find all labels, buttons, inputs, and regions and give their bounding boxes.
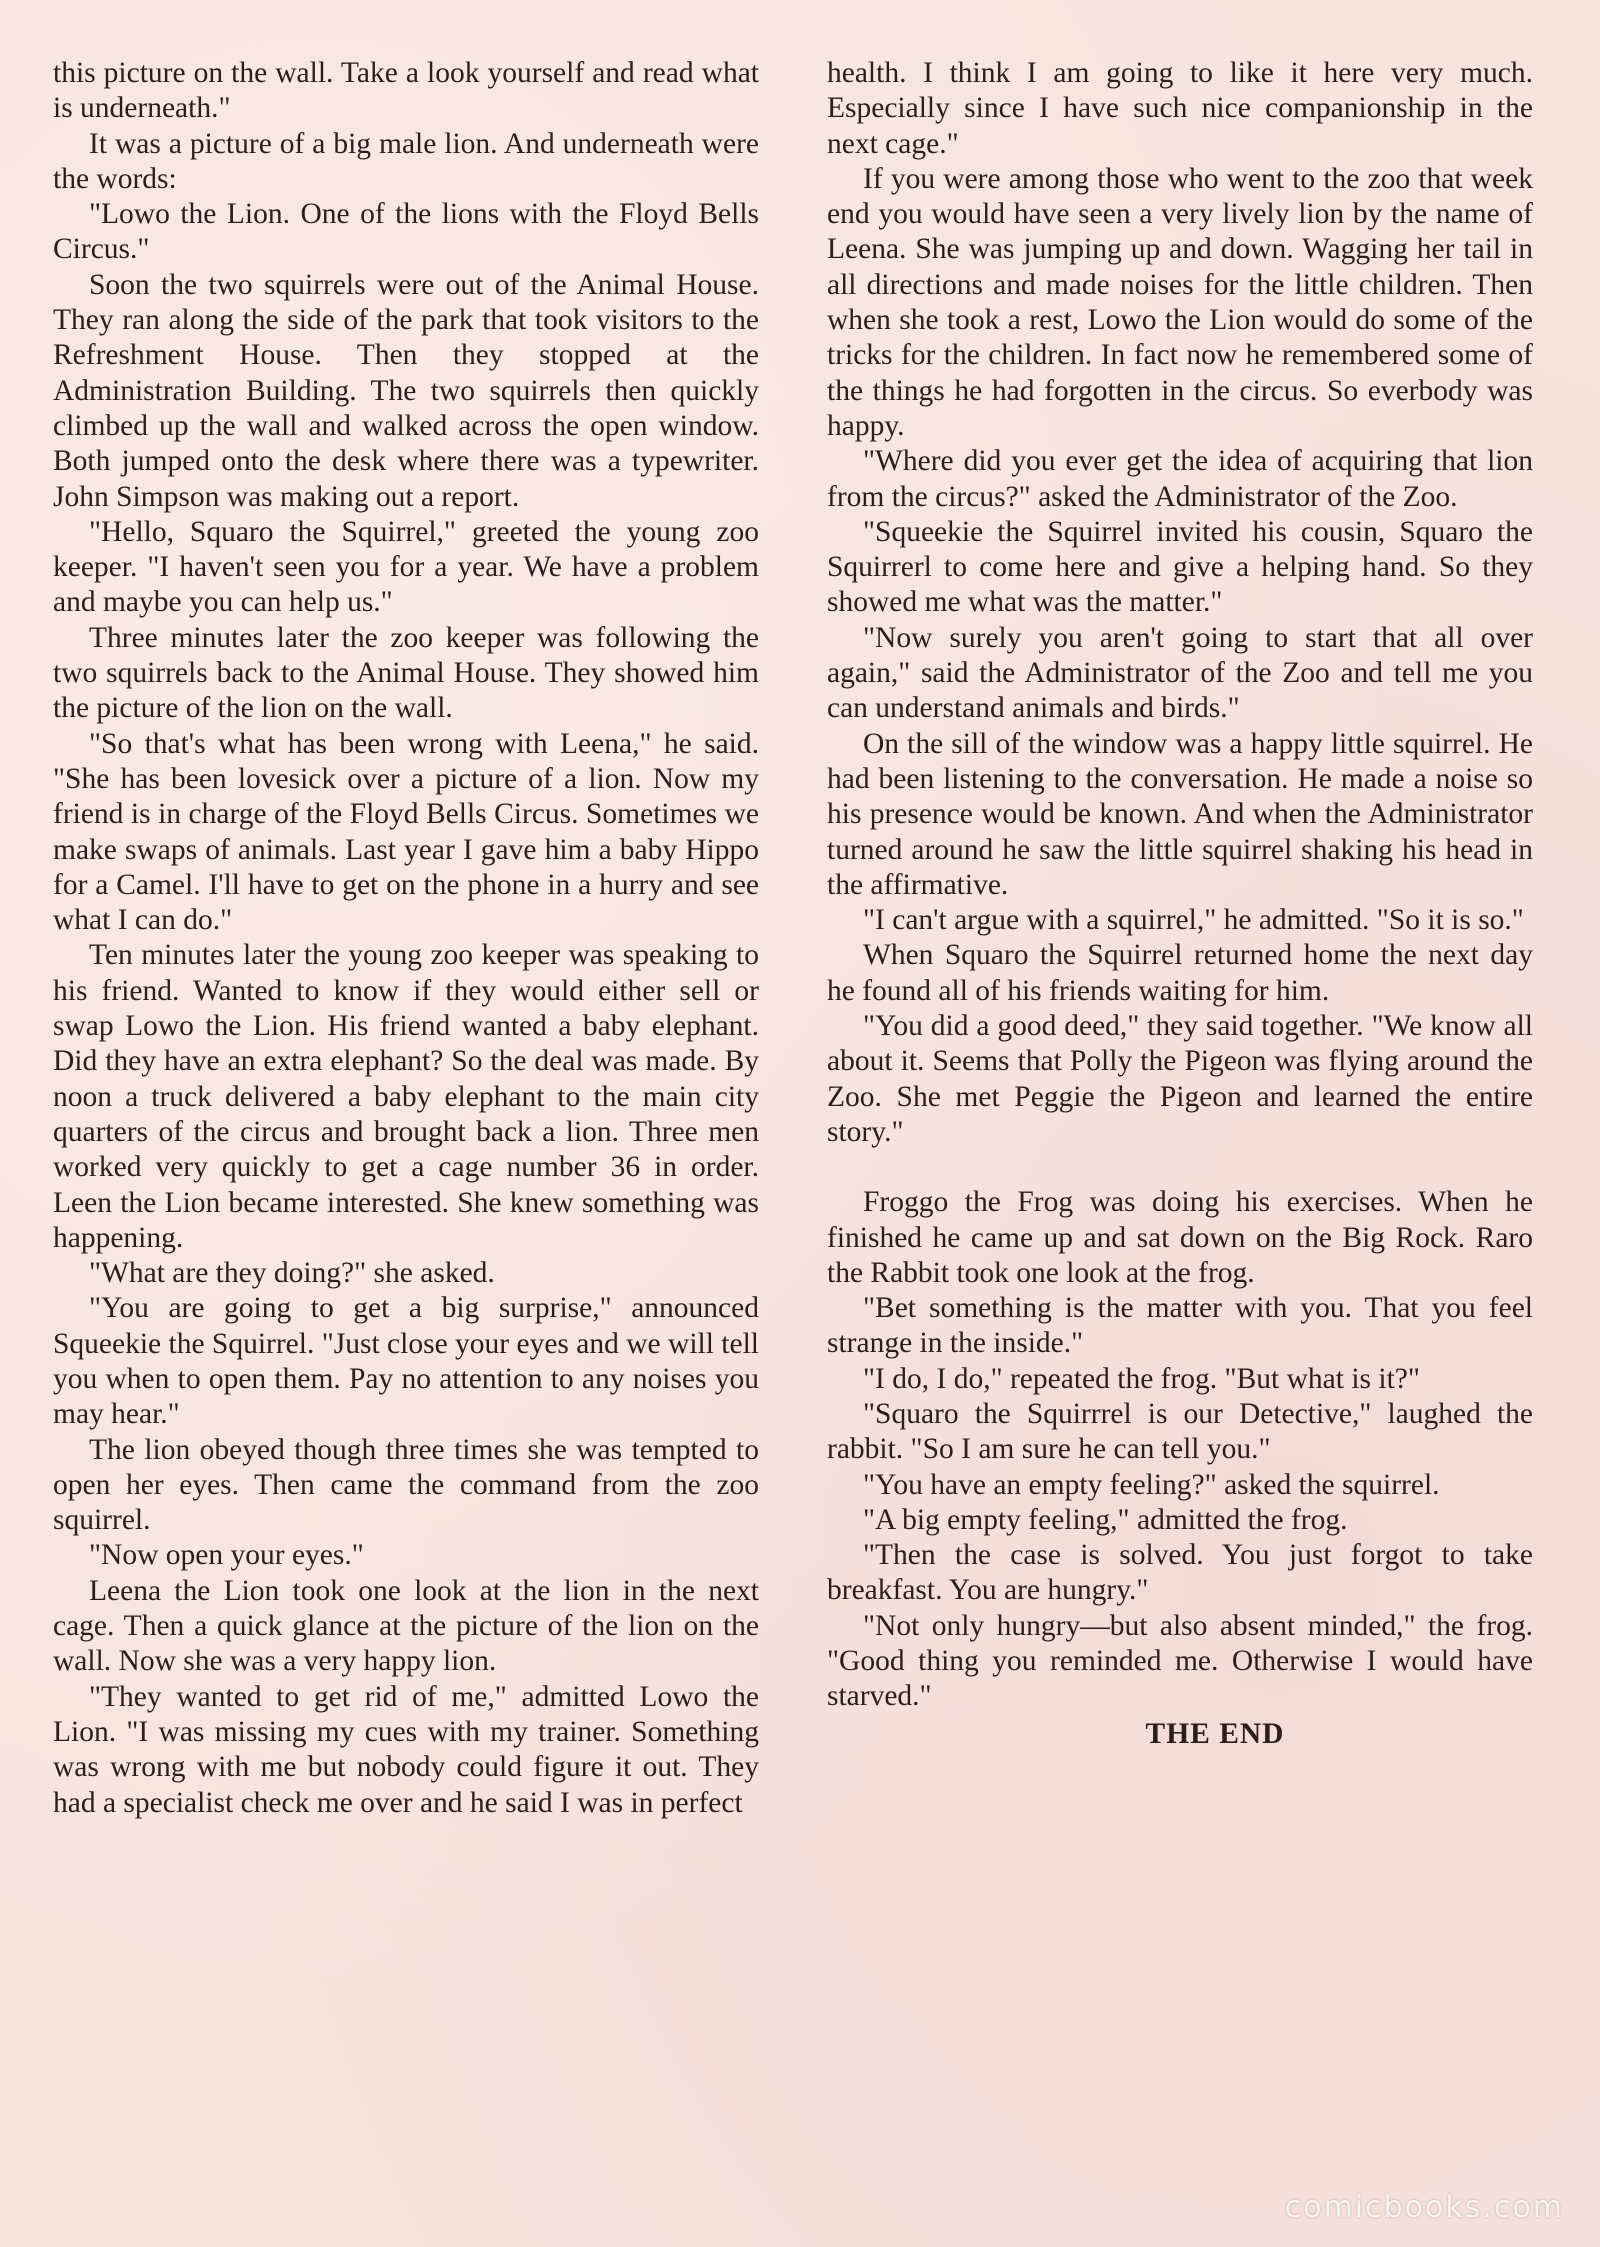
- paragraph: "They wanted to get rid of me," admitted Lowo the Lion. "I was missing my cues with my trainer. Something was wrong with me but nobody could figure it out. They had a specialist check me over and he said I was in perfect: [53, 1680, 759, 1819]
- paragraph: health. I think I am going to like it here very much. Especially since I have such nice companionship in the next cage.": [827, 57, 1533, 160]
- paragraph: Soon the two squirrels were out of the Animal House. They ran along the side of the park that took visitors to the Refreshment House. Then they stopped at the Administration Building. The two squirrels then quickly climbed up the wall and walked across the open window. Both jumped onto the desk where there was a typewriter. John Simpson was making out a report.: [53, 268, 759, 513]
- paragraph: On the sill of the window was a happy little squirrel. He had been listening to the conversation. He made a noise so his presence would be known. And when the Administrator turned around he saw the little squirrel shaking his head in the affirmative.: [827, 727, 1533, 901]
- paragraph: If you were among those who went to the zoo that week end you would have seen a very lively lion by the name of Leena. She was jumping up and down. Wagging her tail in all directions and made noises for the little children. Then when she took a rest, Lowo the Lion would do some of the tricks for the children. In fact now he remembered some of the things he had forgotten in the circus. So everbody was happy.: [827, 162, 1533, 442]
- paragraph: "Not only hungry—but also absent minded," the frog. "Good thing you reminded me. Otherwise I would have starved.": [827, 1609, 1533, 1713]
- the-end-label: THE END: [1145, 1717, 1285, 1750]
- paragraph: this picture on the wall. Take a look yourself and read what is underneath.": [53, 57, 759, 125]
- paragraph: "Hello, Squaro the Squirrel," greeted the young zoo keeper. "I haven't seen you for a year. We have a problem and maybe you can help us.": [53, 515, 759, 619]
- paragraph: "What are they doing?" she asked.: [89, 1257, 495, 1290]
- paragraph: "You did a good deed," they said together. "We know all about it. Seems that Polly the Pigeon was flying around the Zoo. She met Peggie the Pigeon and learned the entire story.": [827, 1010, 1533, 1148]
- paragraph: Three minutes later the zoo keeper was following the two squirrels back to the Animal House. They showed him the picture of the lion on the wall.: [53, 621, 759, 725]
- paragraph: Ten minutes later the young zoo keeper was speaking to his friend. Wanted to know if they would either sell or swap Lowo the Lion. His friend wanted a baby elephant. Did they have an extra elephant? So the deal was made. By noon a truck delivered a baby elephant to the main city quarters of the circus and brought back a lion. Three men worked very quickly to get a cage number 36 in order. Leen the Lion became interested. She knew something was happening.: [53, 939, 759, 1254]
- paragraph: "So that's what has been wrong with Leena," he said. "She has been lovesick over a picture of a lion. Now my friend is in charge of the Floyd Bells Circus. Sometimes we make swaps of animals. Last year I gave him a baby Hippo for a Camel. I'll have to get on the phone in a hurry and see what I can do.": [53, 727, 759, 937]
- paragraph: When Squaro the Squirrel returned home the next day he found all of his friends waiting for him.: [827, 939, 1533, 1007]
- paragraph: "I can't argue with a squirrel," he admitted. "So it is so.": [863, 904, 1524, 937]
- paragraph: "You have an empty feeling?" asked the squirrel.: [863, 1468, 1440, 1501]
- paragraph: Leena the Lion took one look at the lion in the next cage. Then a quick glance at the picture of the lion on the wall. Now she was a very happy lion.: [53, 1574, 759, 1678]
- paragraph: "A big empty feeling," admitted the frog.: [863, 1503, 1348, 1536]
- paragraph: "You are going to get a big surprise," announced Squeekie the Squirrel. "Just close your eyes and we will tell you when to open them. Pay no attention to any noises you may hear.": [53, 1292, 759, 1431]
- paragraph: The lion obeyed though three times she was tempted to open her eyes. Then came the command from the zoo squirrel.: [53, 1433, 759, 1537]
- paragraph: Froggo the Frog was doing his exercises. When he finished he came up and sat down on the Big Rock. Raro the Rabbit took one look at the frog.: [827, 1186, 1533, 1289]
- paragraph: "Now surely you aren't going to start that all over again," said the Administrator of the Zoo and tell me you can understand animals and birds.": [827, 621, 1533, 725]
- paragraph: "Then the case is solved. You just forgot to take breakfast. You are hungry.": [827, 1539, 1533, 1607]
- right-text-column: [827, 56, 1533, 1752]
- paragraph: It was a picture of a big male lion. And underneath were the words:: [53, 127, 759, 195]
- paragraph: "Now open your eyes.": [89, 1539, 364, 1572]
- paragraph: "Where did you ever get the idea of acquiring that lion from the circus?" asked the Administrator of the Zoo.: [827, 445, 1533, 513]
- paragraph: "Lowo the Lion. One of the lions with the Floyd Bells Circus.": [53, 198, 759, 266]
- paragraph: "Squaro the Squirrrel is our Detective," laughed the rabbit. "So I am sure he can tell you.": [827, 1397, 1533, 1466]
- paragraph: "I do, I do," repeated the frog. "But what is it?": [863, 1362, 1420, 1395]
- paragraph: "Bet something is the matter with you. That you feel strange in the inside.": [827, 1292, 1533, 1360]
- left-text-column: [53, 56, 759, 1821]
- paragraph: "Squeekie the Squirrel invited his cousin, Squaro the Squirrerl to come here and give a helping hand. So they showed me what was the matter.": [827, 515, 1533, 619]
- site-watermark: comicbooks.com: [1284, 2190, 1564, 2225]
